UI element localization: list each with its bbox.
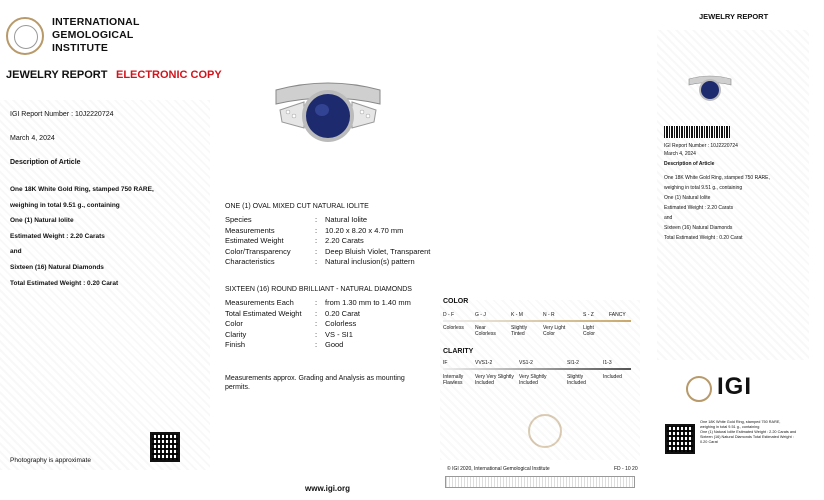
right-desc-list: One 18K White Gold Ring, stamped 750 RARE, weighing in total 9.51 g., containing One (1) Natural Iolite Estimated Weight : 2.20 Carats and Sixteen (16) Natural Diamonds Total Estimated Weight : 0.20 Carat [664,175,770,241]
description-line: Estimated Weight : 2.20 Carats [10,232,105,240]
spec-row: Finish : Good [225,340,344,349]
clarity-bar [443,368,631,370]
color-grades: D - F G - J K - M N - R S - Z FANCY [443,312,626,318]
qr-code [150,432,180,462]
organization-name: INTERNATIONAL GEMOLOGICAL INSTITUTE [52,16,140,54]
gem-spec-table [225,215,430,268]
igi-logo-text: IGI [717,373,753,400]
right-desc-heading: Description of Article [664,161,715,167]
right-qr-code [665,424,695,454]
gem-heading: ONE (1) OVAL MIXED CUT NATURAL IOLITE [225,203,369,210]
right-ring-photo [686,70,734,106]
right-report-number: IGI Report Number : 10J2220724 [664,143,738,149]
description-line: weighing in total 9.51 g., containing [10,201,120,209]
color-descriptions: Colorless Near Colorless Slightly Tinted Very Light Color Light Color [443,325,595,337]
spec-row: Color : Colorless [225,319,357,328]
description-line: One 18K White Gold Ring, stamped 750 RARE, [10,186,154,193]
report-date: March 4, 2024 [10,135,55,142]
spec-row: Measurements Each : from 1.30 mm to 1.40 mm [225,298,411,307]
description-line: One (1) Natural Iolite [10,217,74,225]
form-code: FD - 10 20 [614,466,638,472]
spec-row: Total Estimated Weight : 0.20 Carat [225,308,361,318]
photo-note: Photography is approximate [10,457,91,464]
right-date: March 4, 2024 [664,151,696,157]
color-heading: COLOR [443,298,469,305]
clarity-descriptions: Internally Flawless Very Very Slightly Included Very Slightly Included Slightly Included Included [443,374,622,386]
diamond-heading: SIXTEEN (16) ROUND BRILLIANT - NATURAL DIAMONDS [225,286,412,293]
right-small-desc: One 18K White Gold Ring, stamped 750 RARE, weighing in total 9.51 g., containing One (1) Natural Iolite Estimated Weight : 2.20 Carats and Sixteen (16) Natural Diamonds Total Estimated Weight : 0.20 Carat [700,420,797,444]
clarity-heading: CLARITY [443,348,474,355]
electronic-copy-label: ELECTRONIC COPY [116,69,222,81]
barcode [664,126,730,138]
report-title: JEWELRY REPORT [6,69,108,81]
diamond-spec-table [225,298,411,351]
igi-seal-logo [6,17,44,55]
description-heading: Description of Article [10,159,81,166]
website: www.igi.org [305,484,351,493]
color-bar [443,320,631,322]
description-list [10,182,154,291]
report-number: IGI Report Number : 10J2220724 [10,111,114,118]
description-line: and [10,248,22,256]
description-line: Total Estimated Weight : 0.20 Carat [10,279,119,287]
spec-row: Estimated Weight : 2.20 Carats [225,236,364,245]
spec-row: Measurements : 10.20 x 8.20 x 4.70 mm [225,225,404,235]
security-strip [445,476,635,488]
spec-row: Clarity : VS - SI1 [225,329,353,339]
clarity-grades: IF VVS1-2 VS1-2 SI1-2 I1-3 [443,360,612,366]
ring-photo [268,70,388,150]
description-line: Sixteen (16) Natural Diamonds [10,263,104,271]
copyright: © IGI 2020, International Gemological Institute [447,466,550,472]
igi-logo-seal [686,376,712,402]
spec-row: Species : Natural Iolite [225,215,368,224]
spec-row: Characteristics : Natural inclusion(s) pattern [225,257,415,266]
spec-row: Color/Transparency : Deep Bluish Violet, Transparent [225,246,431,256]
measurement-note: Measurements approx. Grading and Analysis as mounting permits. [225,375,405,391]
right-report-title: JEWELRY REPORT [699,12,769,21]
